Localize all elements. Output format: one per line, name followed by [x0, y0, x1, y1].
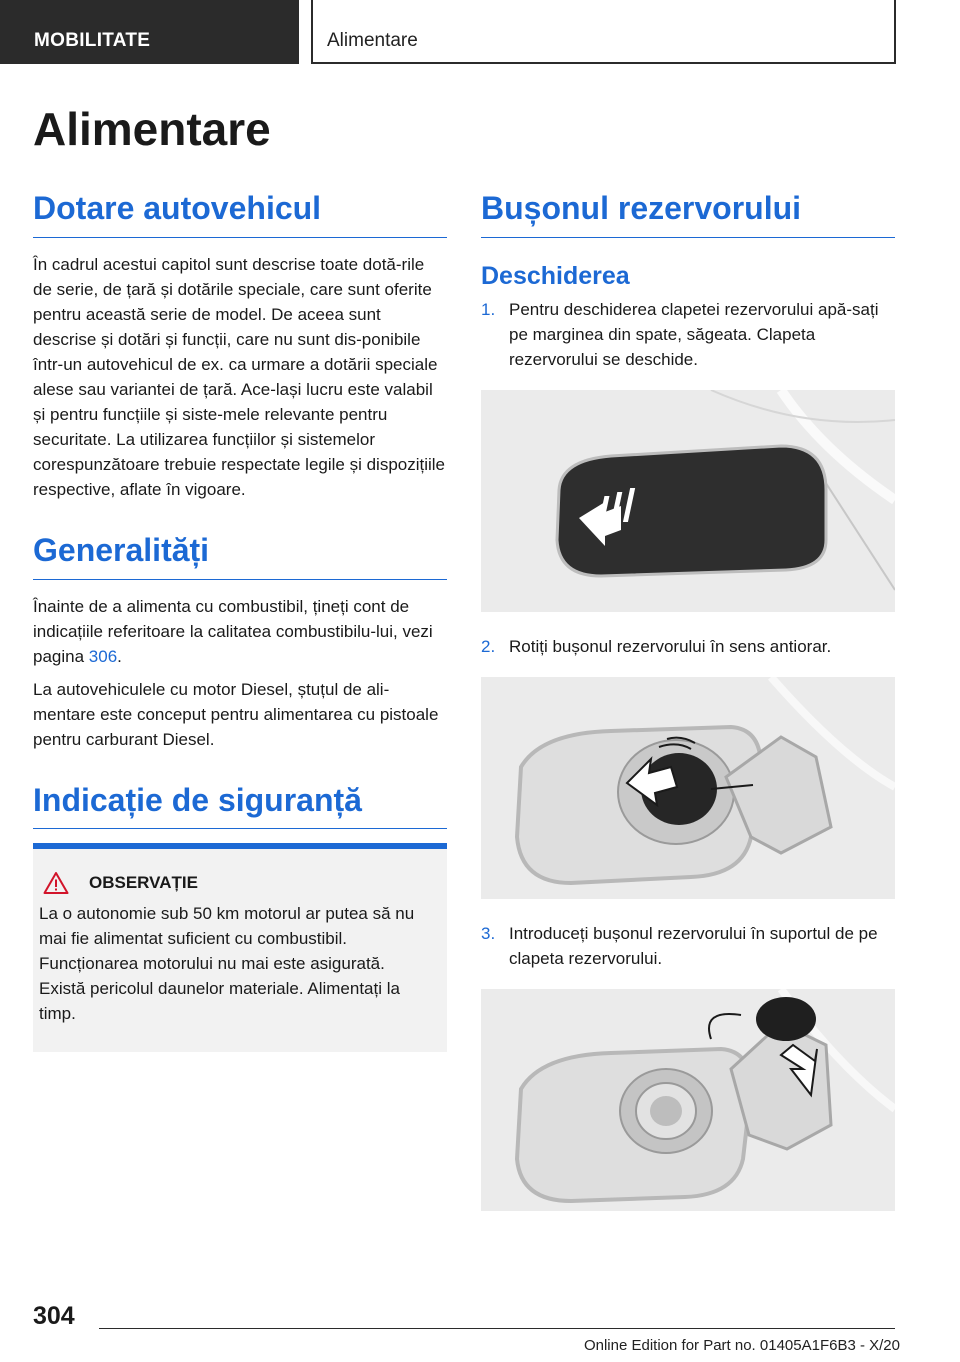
right-column [481, 190, 895, 1233]
page-title: Alimentare [33, 103, 271, 155]
heading-general: Generalități [33, 532, 447, 580]
notice-header [37, 871, 435, 895]
fuel-flap-closed-illustration [481, 390, 895, 612]
step-text: Introduceți bușonul rezervorului în suportul de pe clapeta rezervorului. [509, 923, 878, 968]
notice-body: La o autonomie sub 50 km motorul ar putea să nu mai fie alimentat suficient cu combustibil. Funcționarea motorului nu mai este asigurată. Există pericolul daunelor materiale. Alimentați la timp. [39, 904, 415, 1024]
footer-divider [99, 1328, 895, 1329]
figure-fuel-flap-closed [481, 390, 895, 612]
step-item-3 [481, 921, 895, 971]
step-number: 3. [481, 923, 496, 943]
subheading-opening: Deschiderea [481, 261, 630, 290]
heading-equipment: Dotare autovehicul [33, 190, 447, 238]
general-text-2: La autovehiculele cu motor Diesel, ștuțul de ali-mentare este conceput pentru alimentarea cu pistoale pentru carburant Diesel. [33, 679, 439, 749]
step-text: Rotiți bușonul rezervorului în sens antiorar. [509, 636, 832, 656]
figure-fuel-cap-turn [481, 677, 895, 899]
warning-icon [43, 871, 69, 895]
fuel-cap-turn-illustration [481, 677, 895, 899]
figure-fuel-cap-holder [481, 989, 895, 1211]
step-number: 2. [481, 636, 496, 656]
equipment-text: În cadrul acestui capitol sunt descrise toate dotă-rile de serie, de țară și dotările speciale, care sunt oferite pentru această serie de model. De aceea sunt descrise și dotări și funcții, care nu sunt dis-ponibile într-un autovehicul de ex. ca urmare a dotării speciale alese sau variantei de țară. Ace-lași lucru este valabil și pentru funcțiile și siste-mele relevante pentru securitate. La utilizarea funcțiilor și sistemelor corespunzătoare trebuie respectate legile și dispozițiile respective, aflate în vigoare. [33, 254, 446, 499]
general-text-1 [33, 594, 447, 669]
notice-box [33, 843, 447, 1052]
step-item-2 [481, 634, 895, 659]
left-column [33, 190, 447, 1052]
heading-safety: Indicație de siguranță [33, 782, 447, 830]
notice-title: OBSERVAȚIE [89, 873, 198, 893]
fuel-cap-holder-illustration [481, 989, 895, 1211]
step-item-1 [481, 297, 895, 372]
heading-fuel-cap: Bușonul rezervorului [481, 190, 895, 238]
step-text: Pentru deschiderea clapetei rezervorului apă-sați pe marginea din spate, săgeata. Clapeta rezervorului se deschide. [509, 299, 879, 369]
general-text-1-after: . [117, 646, 122, 666]
header-chapter: MOBILITATE [0, 0, 299, 64]
step-number: 1. [481, 299, 496, 319]
footer-edition: Online Edition for Part no. 01405A1F6B3 - X/20 [583, 1337, 900, 1354]
general-text-1-before: Înainte de a alimenta cu combustibil, țineți cont de indicațiile referitoare la calitatea combustibilu-lui, vezi pagina [33, 596, 433, 666]
page-reference-link[interactable]: 306 [88, 646, 118, 666]
header-section: Alimentare [311, 0, 896, 64]
page-number: 304 [33, 1302, 75, 1330]
